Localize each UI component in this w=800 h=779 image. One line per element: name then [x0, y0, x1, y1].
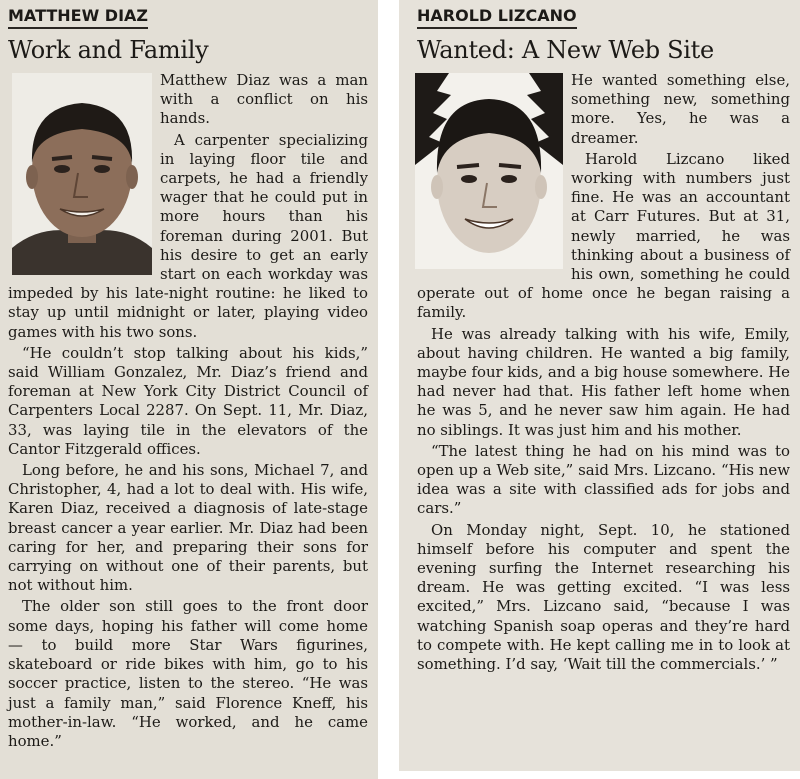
name-tag: HAROLD LIZCANO	[417, 6, 577, 29]
portrait-photo-icon	[415, 73, 563, 269]
paragraph: “He couldn’t stop talking about his kids,” said William Gonzalez, Mr. Diaz’s friend and foreman at New York City District Council of Carpenters Local 2287. On Sept. 11, Mr. Diaz, 33, was laying tile in the elevators of the Cantor Fitzgerald offices.	[8, 343, 368, 458]
article-body	[417, 71, 790, 674]
headline: Work and Family	[8, 36, 209, 64]
paragraph: Long before, he and his sons, Michael 7, and Christopher, 4, had a lot to deal with. His wife, Karen Diaz, received a diagnosis of late-stage breast cancer a year earlier. Mr. Diaz had been caring for her, and preparing their sons for carrying on without one of their parents, but not without him.	[8, 461, 368, 595]
name-tag: MATTHEW DIAZ	[8, 6, 148, 29]
portrait-photo	[12, 73, 152, 275]
clipping-matthew-diaz	[0, 0, 378, 779]
article-body	[8, 71, 368, 751]
portrait-photo-icon	[12, 73, 152, 275]
portrait-photo	[415, 73, 563, 269]
paragraph: “The latest thing he had on his mind was to open up a Web site,” said Mrs. Lizcano. “His new idea was a site with classified ads for jobs and cars.”	[417, 441, 790, 518]
paragraph: He was already talking with his wife, Emily, about having children. He wanted a big family, maybe four kids, and a big house somewhere. He had never had that. His father left home when he was 5, and he never saw him again. He had no siblings. It was just him and his mother.	[417, 324, 790, 439]
paragraph: Matthew Diaz was a man with a conflict on his hands.	[160, 71, 368, 128]
headline: Wanted: A New Web Site	[417, 36, 714, 64]
paragraph: Harold Lizcano liked working with numbers just fine. He was an accountant at Carr Futures. But at 31, newly married, he was thinking about a business of his own, something he could operate out of home once he began raising a family.	[417, 149, 790, 322]
clipping-harold-lizcano	[399, 0, 800, 771]
paragraph: On Monday night, Sept. 10, he stationed himself before his computer and spent the evening surfing the Internet researching his dream. He was getting excited. “I was less excited,” Mrs. Lizcano said, “because I was watching Spanish soap operas and they’re hard to compete with. He kept calling me in to look at something. I’d say, ‘Wait till the commercials.’ ”	[417, 520, 790, 674]
paragraph: He wanted something else, something new, something more. Yes, he was a dreamer.	[571, 71, 790, 147]
paragraph: A carpenter specializing in laying floor tile and carpets, he had a friendly wager that he could put in more hours than his foreman during 2001. But his desire to get an early start on each workday was impeded by his late-night routine: he liked to stay up until midnight or later, playing video games with his two sons.	[8, 130, 368, 341]
paragraph: The older son still goes to the front door some days, hoping his father will come home — to build more Star Wars figurines, skateboard or ride bikes with him, go to his soccer practice, listen to the stereo. “He was just a family man,” said Florence Kneff, his mother-in-law. “He worked, and he came home.”	[8, 597, 368, 750]
